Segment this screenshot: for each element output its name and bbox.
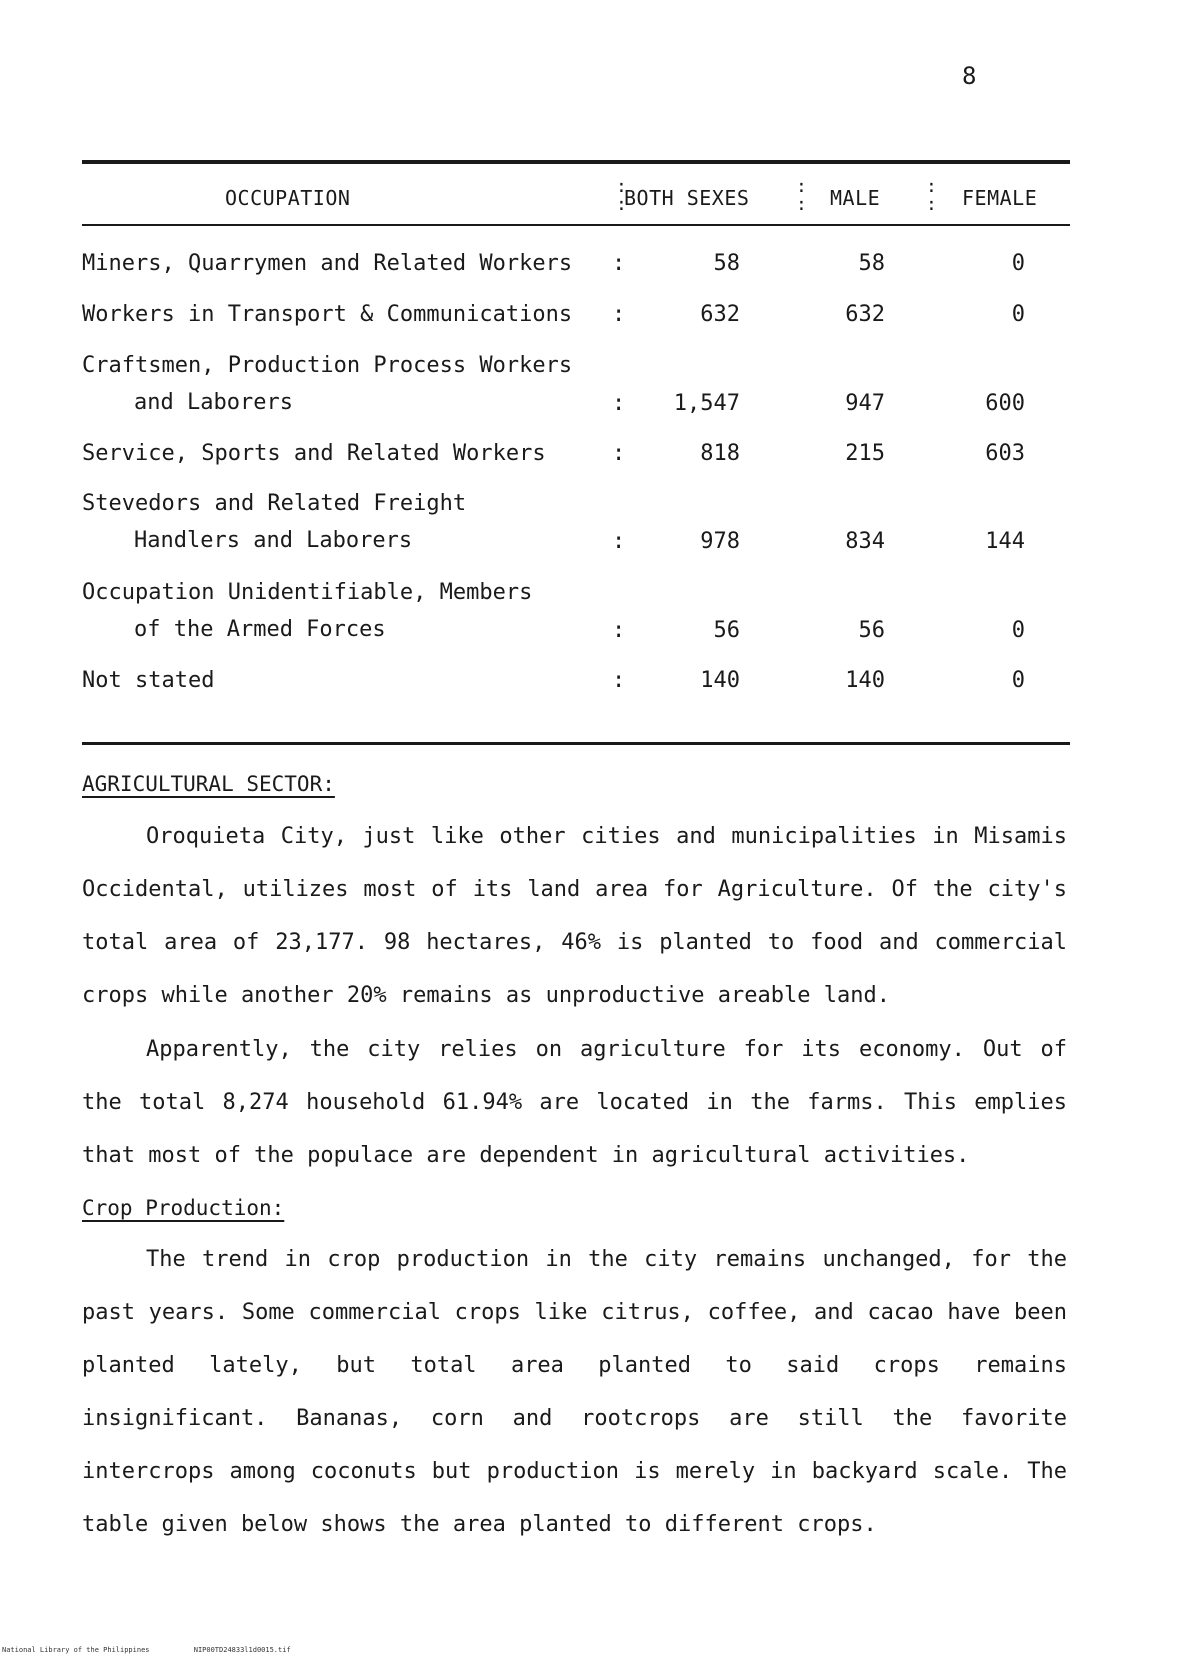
- both-sexes-value: 140: [700, 668, 740, 693]
- row-label: Service, Sports and Related Workers: [82, 441, 546, 466]
- footer-file-id: NIP00TD24833l1d0015.tif: [193, 1646, 291, 1654]
- both-sexes-value: 58: [713, 251, 740, 276]
- row-label: [82, 580, 532, 642]
- row-colon: :: [612, 251, 626, 276]
- row-colon: :: [612, 441, 626, 466]
- agricultural-sector-heading: AGRICULTURAL SECTOR:: [82, 772, 335, 796]
- header-both-sexes: BOTH SEXES: [624, 186, 750, 210]
- header-separator: : :: [926, 176, 937, 215]
- row-label-line2: and Laborers: [134, 390, 293, 415]
- table-bottom-rule: [82, 742, 1070, 745]
- male-value: 215: [845, 441, 885, 466]
- male-value: 632: [845, 302, 885, 327]
- row-label: Workers in Transport & Communications: [82, 302, 573, 327]
- row-label: Miners, Quarrymen and Related Workers: [82, 251, 573, 276]
- table-top-rule: [82, 160, 1070, 164]
- table-header-rule: [82, 224, 1070, 226]
- female-value: 0: [1011, 618, 1025, 643]
- header-separator: : :: [616, 176, 627, 215]
- row-colon: :: [612, 391, 626, 416]
- both-sexes-value: 632: [700, 302, 740, 327]
- row-colon: :: [612, 529, 626, 554]
- row-label-line2: Handlers and Laborers: [134, 528, 413, 553]
- crop-production-paragraph: The trend in crop production in the city remains unchanged, for the past years. Some commercial crops like citrus, coffee, and cacao have been planted lately, but total area planted to said crops remains insignificant. Bananas, corn and rootcrops are still the favorite intercrops among coconuts but production is merely in backyard scale. The table given below shows the area planted to different crops.: [82, 1247, 1067, 1537]
- row-label-line2: of the Armed Forces: [134, 617, 386, 642]
- female-value: 0: [1011, 668, 1025, 693]
- female-value: 144: [985, 529, 1025, 554]
- agricultural-paragraph-1: Oroquieta City, just like other cities and municipalities in Misamis Occidental, utilizes most of its land area for Agriculture. Of the city's total area of 23,177. 98 hectares, 46% is planted to food and commercial crops while another 20% remains as unproductive areable land.: [82, 824, 1067, 1008]
- row-label: [82, 353, 572, 415]
- row-label: [82, 491, 466, 553]
- header-female: FEMALE: [962, 186, 1038, 210]
- both-sexes-value: 1,547: [673, 391, 740, 416]
- agricultural-paragraph-2: Apparently, the city relies on agriculture for its economy. Out of the total 8,274 household 61.94% are located in the farms. This emplies that most of the populace are dependent in agricultural activities.: [82, 1037, 1067, 1168]
- row-label-line1: Occupation Unidentifiable, Members: [82, 580, 533, 605]
- header-separator: : :: [796, 176, 807, 215]
- both-sexes-value: 818: [700, 441, 740, 466]
- female-value: 600: [985, 391, 1025, 416]
- male-value: 56: [858, 618, 885, 643]
- row-colon: :: [612, 302, 626, 327]
- scan-footer: [2, 1646, 291, 1654]
- female-value: 0: [1011, 302, 1025, 327]
- both-sexes-value: 978: [700, 529, 740, 554]
- female-value: 603: [985, 441, 1025, 466]
- row-label: Not stated: [82, 668, 215, 693]
- footer-library: National Library of the Philippines: [2, 1646, 150, 1654]
- male-value: 947: [845, 391, 885, 416]
- row-colon: :: [612, 668, 626, 693]
- row-colon: :: [612, 618, 626, 643]
- both-sexes-value: 56: [713, 618, 740, 643]
- male-value: 834: [845, 529, 885, 554]
- header-occupation: OCCUPATION: [225, 186, 351, 210]
- row-label-line1: Stevedors and Related Freight: [82, 491, 467, 516]
- crop-production-heading: Crop Production:: [82, 1196, 285, 1220]
- male-value: 140: [845, 668, 885, 693]
- page-number: 8: [962, 62, 977, 90]
- row-label-line1: Craftsmen, Production Process Workers: [82, 353, 573, 378]
- female-value: 0: [1011, 251, 1025, 276]
- male-value: 58: [858, 251, 885, 276]
- header-male: MALE: [830, 186, 881, 210]
